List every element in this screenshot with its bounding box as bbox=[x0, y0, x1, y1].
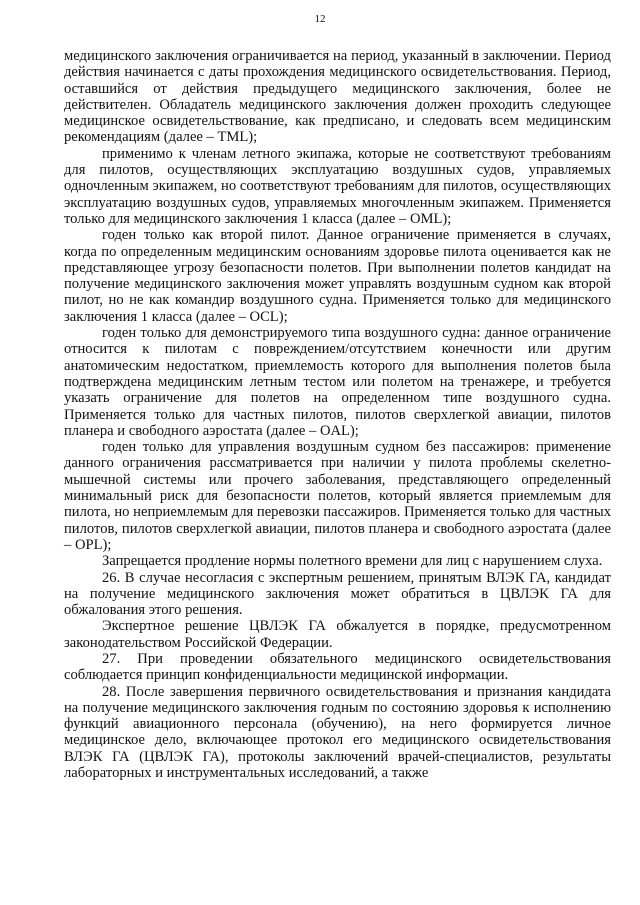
paragraph-ocl: годен только как второй пилот. Данное ограничение применяется в случаях, когда по определенным медицинским основаниям здоровье пилота оценивается как не представляющее угрозу безопасности полетов. При выполнении полетов кандидат на получение медицинского заключения может управлять воздушным судном как второй пилот, но не как командир воздушного судна. Применяется только для медицинского заключения 1 класса (далее – OCL); bbox=[64, 227, 611, 325]
paragraph-oml: применимо к членам летного экипажа, которые не соответствуют требованиям для пилотов, осуществляющих эксплуатацию воздушных судов, управляемых одночленным экипажем, но соответствуют требованиям для пилотов, осуществляющих эксплуатацию воздушных судов, управляемых многочленным экипажем. Применяется только для медицинского заключения 1 класса (далее – OML); bbox=[64, 145, 611, 227]
page-number: 12 bbox=[314, 13, 326, 25]
paragraph-oal: годен только для демонстрируемого типа воздушного судна: данное ограничение относится к пилотам с повреждением/отсутствием конечности или другим анатомическим недостатком, приемлемость которого для выполнения полетов была подтверждена медицинским летным тестом или полетом на тренажере, и требуется указать ограничение для полетов на определенном типе воздушного судна. Применяется только для частных пилотов, пилотов сверхлегкой авиации, пилотов планера и свободного аэростата (далее – OAL); bbox=[64, 325, 611, 439]
paragraph-hearing-restriction: Запрещается продление нормы полетного времени для лиц с нарушением слуха. bbox=[102, 553, 603, 570]
paragraph-27: 27. При проведении обязательного медицинского освидетельствования соблюдается принцип конфиденциальности медицинской информации. bbox=[64, 650, 611, 684]
paragraph-26: 26. В случае несогласия с экспертным решением, принятым ВЛЭК ГА, кандидат на получение медицинского заключения может обратиться в ЦВЛЭК ГА для обжалования этого решения. bbox=[64, 569, 611, 619]
paragraph-appeal: Экспертное решение ЦВЛЭК ГА обжалуется в порядке, предусмотренном законодательством Российской Федерации. bbox=[64, 618, 611, 651]
body-text bbox=[64, 48, 611, 781]
paragraph-opl: годен только для управления воздушным судном без пассажиров: применение данного ограничения рассматривается при наличии у пилота проблемы скелетно-мышечной системы или прочего заболевания, представляющего определенный минимальный риск для безопасности полетов, который является приемлемым для пилота, но неприемлемым для перевозки пассажиров. Применяется только для частных пилотов, пилотов сверхлегкой авиации, пилотов планера и свободного аэростата (далее – OPL); bbox=[64, 439, 611, 553]
paragraph-28: 28. После завершения первичного освидетельствования и признания кандидата на получение медицинского заключения годным по состоянию здоровья к исполнению функций авиационного персонала (обучению), на него формируется личное медицинское дело, включающее протокол его медицинского освидетельствования ВЛЭК ГА (ЦВЛЭК ГА), протоколы заключений врачей-специалистов, результаты лабораторных и инструментальных исследований, а также bbox=[64, 683, 611, 782]
paragraph-tml-continuation: медицинского заключения ограничивается на период, указанный в заключении. Период действия начинается с даты прохождения медицинского освидетельствования. Период, оставшийся от действия предыдущего медицинского заключения, более не действителен. Обладатель медицинского заключения должен проходить следующее медицинское освидетельствование, как предписано, и следовать всем медицинским рекомендациям (далее – TML); bbox=[64, 48, 611, 146]
